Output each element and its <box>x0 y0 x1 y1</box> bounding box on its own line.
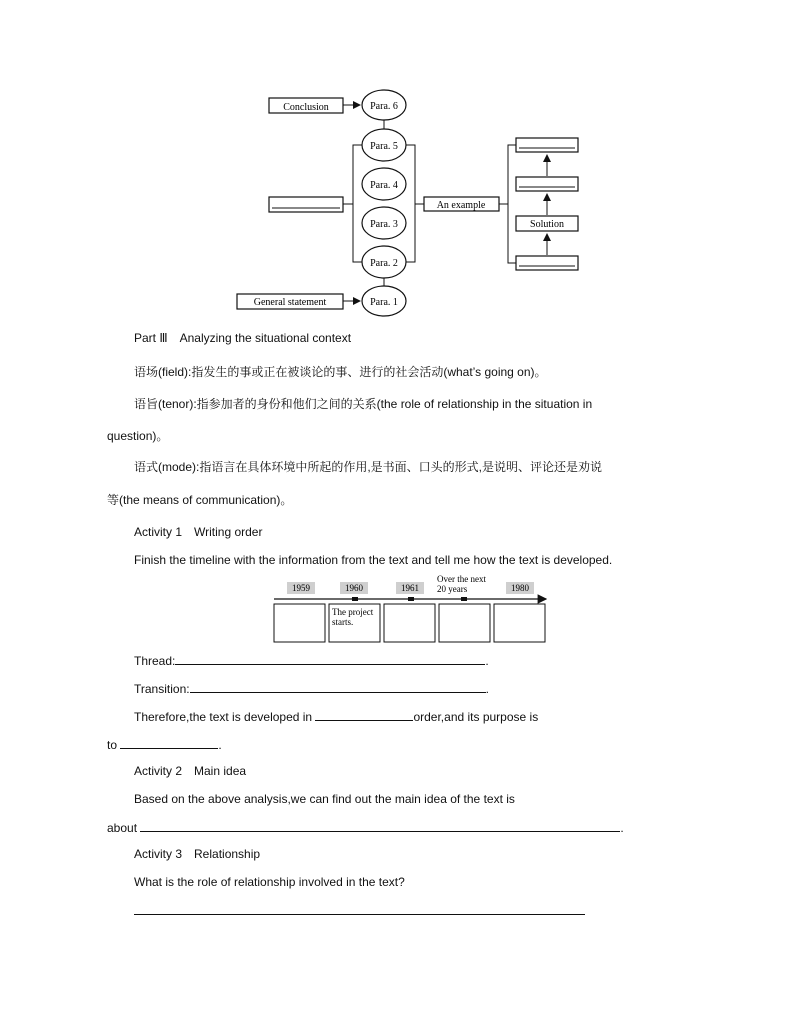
relationship-answer-blank[interactable] <box>134 913 585 915</box>
para-2-label: Para. 2 <box>370 258 398 269</box>
timeline-box-4[interactable] <box>439 604 490 642</box>
transition-period: . <box>485 682 489 696</box>
thread-period: . <box>485 654 489 668</box>
activity1-heading: Activity 1 Writing order <box>134 525 263 539</box>
conclusion-label: Conclusion <box>283 102 329 113</box>
para-3-label: Para. 3 <box>370 219 398 230</box>
para-6-label: Para. 6 <box>370 101 398 112</box>
blank-box-right-top[interactable] <box>516 138 578 152</box>
structure-diagram <box>0 0 794 330</box>
blank-box-left[interactable] <box>269 197 343 212</box>
para-1-label: Para. 1 <box>370 297 398 308</box>
purpose-period: . <box>218 738 222 752</box>
thread-label: Thread: <box>134 654 176 668</box>
year-next-20-line2: 20 years <box>437 584 468 594</box>
blank-box-right-bottom[interactable] <box>516 256 578 270</box>
tenor-definition-line2: question)。 <box>107 429 169 443</box>
order-blank[interactable] <box>315 708 413 721</box>
timeline-box-5[interactable] <box>494 604 545 642</box>
to-label: to <box>107 738 121 752</box>
year-1961-label: 1961 <box>401 583 419 593</box>
year-1980-label: 1980 <box>511 583 529 593</box>
mode-definition-line2: 等(the means of communication)。 <box>107 493 293 507</box>
activity2-line1: Based on the above analysis,we can find out the main idea of the text is <box>134 792 515 806</box>
mode-definition-line1: 语式(mode):指语言在具体环境中所起的作用,是书面、口头的形式,是说明、评论还是劝说 <box>134 460 603 474</box>
therefore-text-a: Therefore,the text is developed in <box>134 710 316 724</box>
timeline-box-3[interactable] <box>384 604 435 642</box>
para-4-label: Para. 4 <box>370 180 398 191</box>
part3-heading: Part Ⅲ Analyzing the situational context <box>134 331 352 345</box>
activity3-question: What is the role of relationship involved in the text? <box>134 875 405 889</box>
thread-line <box>134 652 489 669</box>
year-next-20-label <box>437 575 488 594</box>
para-5-label: Para. 5 <box>370 141 398 152</box>
purpose-line <box>107 736 222 753</box>
an-example-label: An example <box>436 200 486 211</box>
timeline-box-2-text: The project starts. <box>332 607 374 627</box>
transition-line <box>134 680 489 697</box>
about-period: . <box>620 821 624 835</box>
tenor-definition-line1: 语旨(tenor):指参加者的身份和他们之间的关系(the role of relationship in the situation in <box>134 397 593 411</box>
transition-blank[interactable] <box>190 680 486 693</box>
therefore-text-b: order,and its purpose is <box>413 710 539 724</box>
about-line <box>107 819 624 836</box>
timeline-box-1[interactable] <box>274 604 325 642</box>
main-idea-blank[interactable] <box>140 819 620 832</box>
activity2-heading: Activity 2 Main idea <box>134 764 247 778</box>
year-next-20-line1: Over the next <box>437 575 486 584</box>
thread-blank[interactable] <box>175 652 485 665</box>
year-1960-label: 1960 <box>345 583 363 593</box>
year-1959-label: 1959 <box>292 583 310 593</box>
solution-label: Solution <box>530 219 564 230</box>
about-label: about <box>107 821 141 835</box>
general-statement-label: General statement <box>253 297 327 308</box>
field-definition: 语场(field):指发生的事或正在被谈论的事、进行的社会活动(what’s going on)。 <box>134 365 547 379</box>
transition-label: Transition: <box>134 682 190 696</box>
activity1-instruction: Finish the timeline with the information from the text and tell me how the text is developed. <box>134 553 613 567</box>
therefore-line <box>134 708 538 725</box>
purpose-blank[interactable] <box>120 736 218 749</box>
timeline-diagram <box>0 575 794 645</box>
blank-box-right-upper[interactable] <box>516 177 578 191</box>
activity3-heading: Activity 3 Relationship <box>134 847 261 861</box>
